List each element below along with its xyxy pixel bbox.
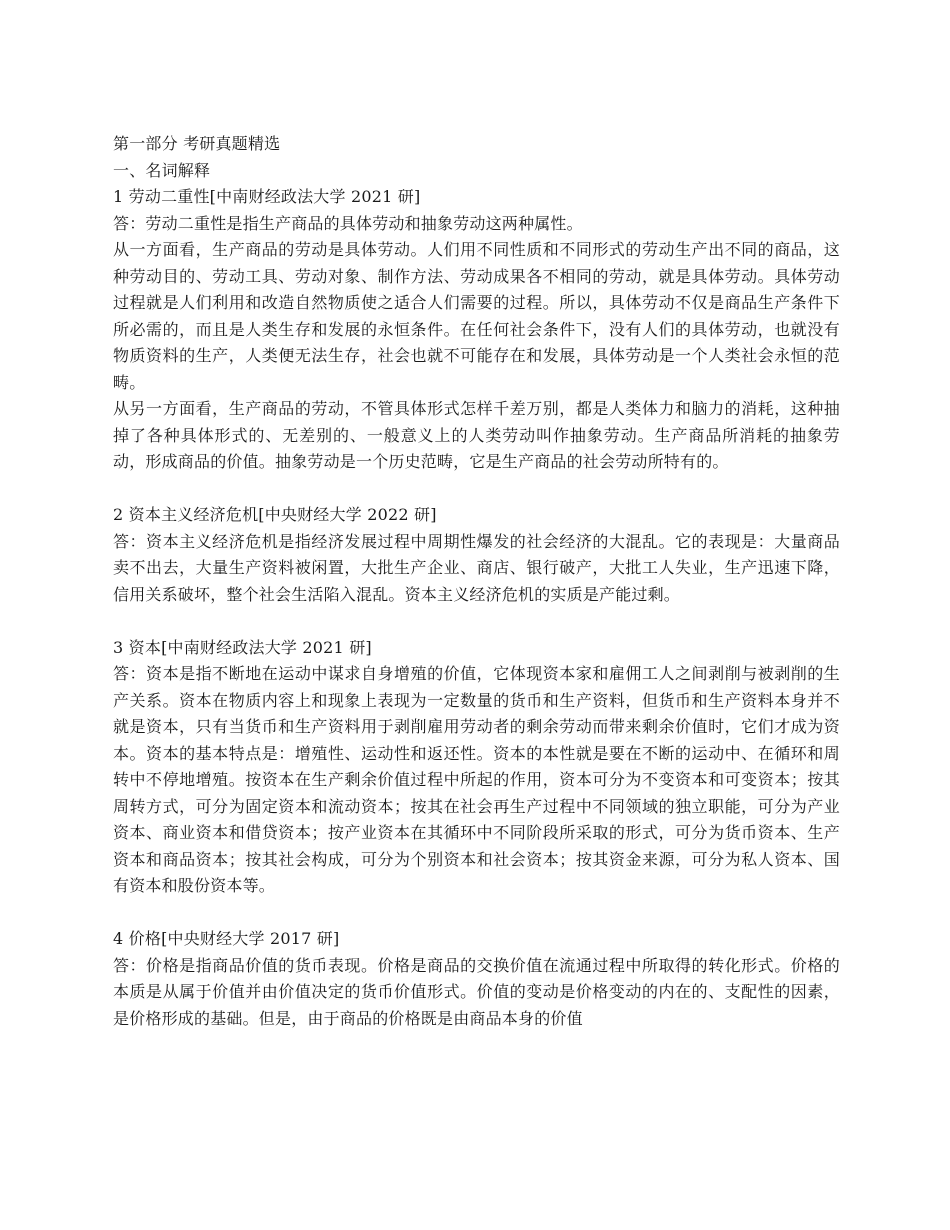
entry-paragraph: 答：资本主义经济危机是指经济发展过程中周期性爆发的社会经济的大混乱。它的表现是：大量商品卖不出去，大量生产资料被闲置，大批生产企业、商店、银行破产，大批工人失业，生产迅速下降，信用关系破坏，整个社会生活陷入混乱。资本主义经济危机的实质是产能过剩。 xyxy=(113,531,840,604)
entry-paragraph: 答：劳动二重性是指生产商品的具体劳动和抽象劳动这两种属性。 xyxy=(113,213,583,233)
entry-heading: 4 价格[中央财经大学 2017 研] xyxy=(113,929,340,948)
part-title: 第一部分 考研真题精选 xyxy=(113,134,281,153)
entry-paragraph: 从另一方面看，生产商品的劳动，不管具体形式怎样千差万别，都是人类体力和脑力的消耗，这种抽掉了各种具体形式的、无差别的、一般意义上的人类劳动叫作抽象劳动。生产商品所消耗的抽象劳动，形成商品的价值。抽象劳动是一个历史范畴，它是生产商品的社会劳动所特有的。 xyxy=(113,399,840,471)
entry-paragraph: 答：资本是指不断地在运动中谋求自身增殖的价值，它体现资本家和雇佣工人之间剥削与被剥削的生产关系。资本在物质内容上和现象上表现为一定数量的货币和生产资料，但货币和生产资料本身并不就是资本，只有当货币和生产资料用于剥削雇用劳动者的剩余劳动而带来剩余价值时，它们才成为资本。资本的基本特点是：增殖性、运动性和返还性。资本的本性就是要在不断的运动中、在循环和周转中不停地增殖。按资本在生产剩余价值过程中所起的作用，资本可分为不变资本和可变资本；按其周转方式，可分为固定资本和流动资本；按其在社会再生产过程中不同领域的独立职能，可分为产业资本、商业资本和借贷资本；按产业资本在其循环中不同阶段所采取的形式，可分为货币资本、生产资本和商品资本；按其社会构成，可分为个别资本和社会资本；按其资金来源，可分为私人资本、国有资本和股份资本等。 xyxy=(113,664,840,895)
section-title: 一、名词解释 xyxy=(113,160,211,180)
entry-paragraph: 从一方面看，生产商品的劳动是具体劳动。人们用不同性质和不同形式的劳动生产出不同的商品，这种劳动目的、劳动工具、劳动对象、制作方法、劳动成果各不相同的劳动，就是具体劳动。具体劳动过程就是人们利用和改造自然物质使之适合人们需要的过程。所以，具体劳动不仅是商品生产条件下所必需的，而且是人类生存和发展的永恒条件。在任何社会条件下，没有人们的具体劳动，也就没有物质资料的生产，人类便无法生存，社会也就不可能存在和发展，具体劳动是一个人类社会永恒的范畴。 xyxy=(113,240,840,392)
paragraph-spacer xyxy=(113,608,840,635)
entry-heading: 3 资本[中南财经政法大学 2021 研] xyxy=(113,637,372,657)
paragraph-spacer xyxy=(113,476,840,503)
entry-heading: 1 劳动二重性[中南财经政法大学 2021 研] xyxy=(113,187,421,206)
entry-paragraph: 答：价格是指商品价值的货币表现。价格是商品的交换价值在流通过程中所取得的转化形式。价格的本质是从属于价值并由价值决定的货币价值形式。价值的变动是价格变动的内在的、支配性的因素，是价格形成的基础。但是，由于商品的价格既是由商品本身的价值 xyxy=(113,955,840,1028)
paragraph-spacer xyxy=(113,900,840,927)
entry-heading: 2 资本主义经济危机[中央财经大学 2022 研] xyxy=(113,505,437,524)
document-page xyxy=(113,131,840,1032)
